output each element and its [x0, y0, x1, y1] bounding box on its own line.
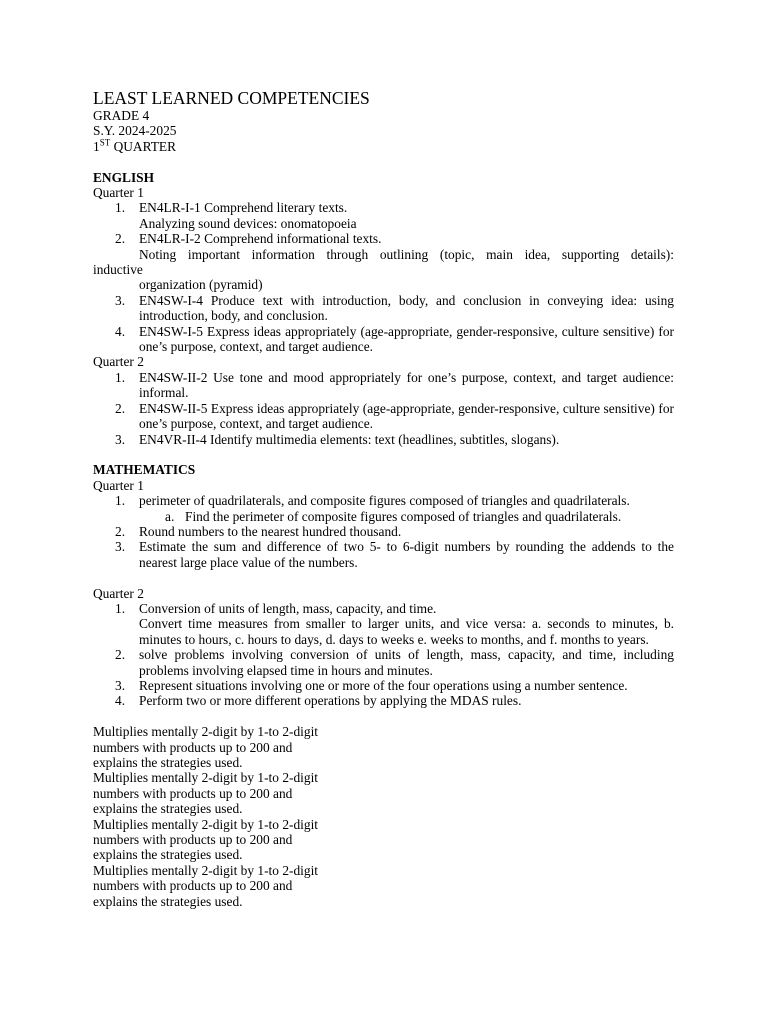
english-quarter-2-list: [93, 370, 674, 447]
note-line: explains the strategies used.: [93, 893, 243, 909]
competency-note: Convert time measures from smaller to larger units, and vice versa: a. seconds to minutes, b. minutes to hours, c. hours to days, d. days to weeks e. weeks to months, and f. months to years.: [139, 616, 674, 647]
competency-text: EN4SW-II-2 Use tone and mood appropriately for one’s purpose, context, and target audience: informal.: [139, 369, 674, 401]
note-line: explains the strategies used.: [93, 847, 243, 863]
item-number: 1.: [115, 493, 126, 509]
note-line: explains the strategies used.: [93, 801, 243, 817]
competency-text: Represent situations involving one or more of the four operations using a number sentence.: [139, 677, 628, 693]
trailing-competency-notes: [93, 724, 338, 909]
math-quarter-1-label: Quarter 1: [93, 477, 144, 493]
quarter-number: 1: [93, 138, 100, 154]
item-number: 1.: [115, 369, 126, 385]
note-line: numbers with products up to 200 and: [93, 878, 293, 894]
item-number: 3.: [115, 539, 126, 555]
quarter-line: [93, 139, 674, 154]
item-number: 4.: [115, 323, 126, 339]
sub-item-letter: a.: [165, 508, 175, 524]
competency-text: Perform two or more different operations by applying the MDAS rules.: [139, 693, 522, 709]
list-item: [93, 524, 674, 539]
school-year-line: S.Y. 2024-2025: [93, 123, 177, 139]
math-quarter-2-list: [93, 601, 674, 709]
list-item: [93, 293, 674, 324]
item-number: 3.: [115, 292, 126, 308]
competency-text: Round numbers to the nearest hundred thousand.: [139, 523, 402, 539]
competency-text: EN4SW-I-5 Express ideas appropriately (age-appropriate, gender-responsive, culture sensitive) for one’s purpose, context, and target audience.: [139, 323, 674, 355]
note-line: explains the strategies used.: [93, 755, 243, 770]
list-item: [93, 432, 674, 447]
item-number: 2.: [115, 400, 126, 416]
competency-text: EN4SW-I-4 Produce text with introduction, body, and conclusion in conveying idea: using introduction, body, and conclusion.: [139, 292, 674, 324]
quarter-word: QUARTER: [113, 138, 177, 154]
list-item: [93, 401, 674, 432]
competency-text: EN4LR-I-2 Comprehend informational texts.: [139, 231, 382, 247]
competency-text: EN4LR-I-1 Comprehend literary texts.: [139, 200, 348, 216]
item-number: 4.: [115, 693, 126, 709]
competency-text: Estimate the sum and difference of two 5- to 6-digit numbers by rounding the addends to the nearest large place value of the numbers.: [139, 539, 674, 570]
english-quarter-1-list-cont: [93, 231, 674, 246]
quarter-suffix: ST: [99, 137, 111, 148]
english-quarter-1-list: [93, 200, 674, 215]
note-line: Multiplies mentally 2-digit by 1-to 2-digit: [93, 816, 319, 832]
item-number: 3.: [115, 677, 126, 693]
mathematics-heading: MATHEMATICS: [93, 462, 196, 478]
item-number: 1.: [115, 600, 126, 616]
list-item: [93, 539, 674, 570]
competency-note-wrap: inductive: [93, 262, 143, 278]
english-heading: ENGLISH: [93, 169, 155, 185]
note-line: Multiplies mentally 2-digit by 1-to 2-digit: [93, 770, 319, 786]
item-number: 3.: [115, 431, 126, 447]
document-title: LEAST LEARNED COMPETENCIES: [93, 88, 370, 108]
competency-text: solve problems involving conversion of units of length, mass, capacity, and time, including problems involving elapsed time in hours and minutes.: [139, 647, 674, 678]
list-item: [93, 493, 674, 508]
item-number: 2.: [115, 647, 126, 663]
competency-note: Analyzing sound devices: onomatopoeia: [139, 215, 357, 231]
document-page: [93, 88, 674, 909]
list-item: [93, 693, 674, 708]
grade-line: GRADE 4: [93, 108, 150, 123]
competency-text: perimeter of quadrilaterals, and composite figures composed of triangles and quadrilaterals.: [139, 493, 630, 509]
list-item: [93, 231, 674, 246]
sub-list-item: [93, 509, 674, 524]
sub-item-text: Find the perimeter of composite figures composed of triangles and quadrilaterals.: [185, 508, 622, 524]
list-item: [93, 200, 674, 215]
list-item: [93, 647, 674, 678]
math-quarter-1-list: [93, 493, 674, 508]
list-item: [93, 601, 674, 647]
note-line: Multiplies mentally 2-digit by 1-to 2-digit: [93, 862, 319, 878]
competency-text: Conversion of units of length, mass, capacity, and time.: [139, 600, 437, 616]
list-item: [93, 324, 674, 355]
item-number: 2.: [115, 231, 126, 247]
note-line: numbers with products up to 200 and: [93, 832, 293, 848]
english-quarter-2-label: Quarter 2: [93, 354, 144, 370]
competency-text: EN4VR-II-4 Identify multimedia elements: text (headlines, subtitles, slogans).: [139, 431, 560, 447]
note-line: numbers with products up to 200 and: [93, 739, 293, 755]
english-quarter-1-label: Quarter 1: [93, 185, 144, 201]
competency-note: Noting important information through outlining (topic, main idea, supporting details):: [139, 246, 674, 262]
math-quarter-1-list-cont: [93, 524, 674, 570]
note-line: Multiplies mentally 2-digit by 1-to 2-digit: [93, 724, 319, 740]
list-item: [93, 370, 674, 401]
list-item: [93, 678, 674, 693]
item-number: 1.: [115, 200, 126, 216]
english-quarter-1-list-cont2: [93, 293, 674, 355]
competency-text: EN4SW-II-5 Express ideas appropriately (age-appropriate, gender-responsive, culture sensitive) for one’s purpose, context, and target audience.: [139, 400, 674, 432]
item-number: 2.: [115, 523, 126, 539]
math-quarter-2-label: Quarter 2: [93, 585, 144, 601]
competency-note-wrap: organization (pyramid): [139, 277, 263, 293]
note-line: numbers with products up to 200 and: [93, 785, 293, 801]
